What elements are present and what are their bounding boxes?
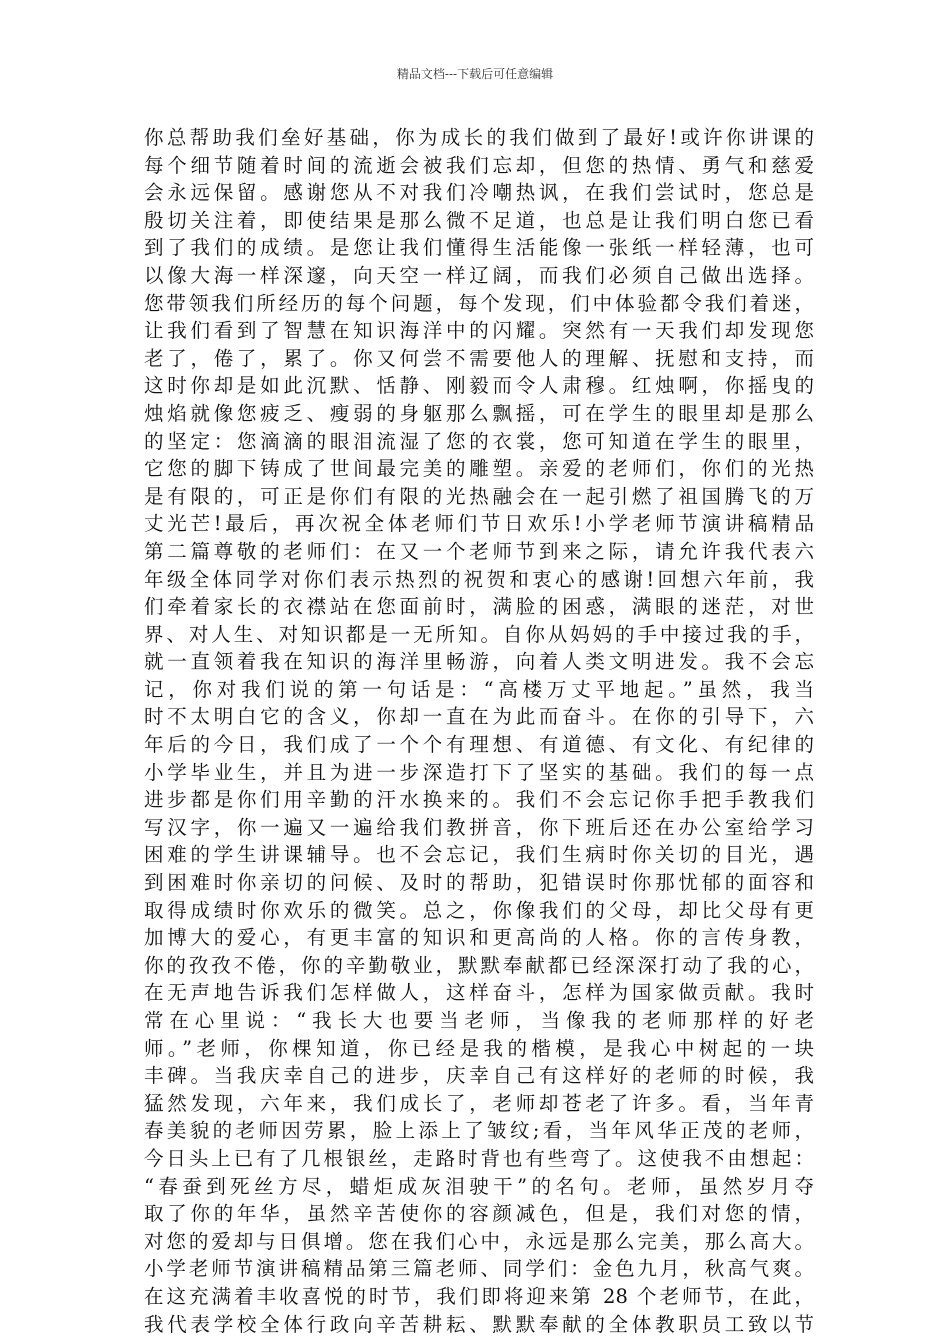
text-line: 取了你的年华，虽然辛苦使你的容颜减色，但是，我们对您的情， xyxy=(144,1202,814,1226)
text-line: 每个细节随着时间的流逝会被我们忘却，但您的热情、勇气和慈爱 xyxy=(144,153,814,177)
text-line: 春美貌的老师因劳累，脸上添上了皱纹;看，当年风华正茂的老师， xyxy=(144,1119,814,1143)
text-line: 年后的今日，我们成了一个个有理想、有道德、有文化、有纪律的 xyxy=(144,733,814,757)
text-line: 到困难时你亲切的问候、及时的帮助，犯错误时你那忧郁的面容和 xyxy=(144,871,814,895)
text-line: 它您的脚下铸成了世间最完美的雕塑。亲爱的老师们，你们的光热 xyxy=(144,457,814,481)
text-line: 丈光芒!最后，再次祝全体老师们节日欢乐!小学老师节演讲稿精品 xyxy=(144,512,814,536)
text-line: 以像大海一样深邃，向天空一样辽阔，而我们必须自己做出选择。 xyxy=(144,263,814,287)
text-line: 第二篇尊敬的老师们：在又一个老师节到来之际，请允许我代表六 xyxy=(144,539,814,563)
text-line: 的坚定：您滴滴的眼泪流湿了您的衣裳，您可知道在学生的眼里， xyxy=(144,429,814,453)
text-line: 老了，倦了，累了。你又何尝不需要他人的理解、抚慰和支持，而 xyxy=(144,346,814,370)
text-line: 丰碑。当我庆幸自己的进步，庆幸自己有这样好的老师的时候，我 xyxy=(144,1064,814,1088)
text-line: 殷切关注着，即使结果是那么微不足道，也总是让我们明白您已看 xyxy=(144,208,814,232)
text-line: 进步都是你们用辛勤的汗水换来的。我们不会忘记你手把手教我们 xyxy=(144,788,814,812)
text-line: 会永远保留。感谢您从不对我们冷嘲热讽，在我们尝试时，您总是 xyxy=(144,181,814,205)
text-line: 我代表学校全体行政向辛苦耕耘、默默奉献的全体教职员工致以节 xyxy=(144,1312,814,1336)
text-line: 让我们看到了智慧在知识海洋中的闪耀。突然有一天我们却发现您 xyxy=(144,319,814,343)
text-line: 今日头上已有了几根银丝，走路时背也有些弯了。这使我不由想起： xyxy=(144,1146,814,1170)
text-line: 是有限的，可正是你们有限的光热融会在一起引燃了祖国腾飞的万 xyxy=(144,484,814,508)
text-line: 写汉字，你一遍又一遍给我们教拼音，你下班后还在办公室给学习 xyxy=(144,815,814,839)
text-line: 在这充满着丰收喜悦的时节，我们即将迎来第 28 个老师节，在此， xyxy=(144,1284,814,1308)
text-line: 就一直领着我在知识的海洋里畅游，向着人类文明进发。我不会忘 xyxy=(144,650,814,674)
text-line: 猛然发现，六年来，我们成长了，老师却苍老了许多。看，当年青 xyxy=(144,1091,814,1115)
text-line: 困难的学生讲课辅导。也不会忘记，我们生病时你关切的目光，遇 xyxy=(144,843,814,867)
text-line: 取得成绩时你欢乐的微笑。总之，你像我们的父母，却比父母有更 xyxy=(144,898,814,922)
text-line: 加博大的爱心，有更丰富的知识和更高尚的人格。你的言传身教， xyxy=(144,926,814,950)
text-line: 记，你对我们说的第一句话是：“高楼万丈平地起。”虽然，我当 xyxy=(144,677,814,701)
body-text xyxy=(144,124,814,1338)
text-line: 您带领我们所经历的每个问题，每个发现，们中体验都令我们着迷， xyxy=(144,291,814,315)
text-line: 年级全体同学对你们表示热烈的祝贺和衷心的感谢!回想六年前，我 xyxy=(144,567,814,591)
page-header: 精品文档---下载后可任意编辑 xyxy=(396,67,554,81)
text-line: 烛焰就像您疲乏、瘦弱的身躯那么飘摇，可在学生的眼里却是那么 xyxy=(144,401,814,425)
text-line: 师。”老师，你棵知道，你已经是我的楷模，是我心中树起的一块 xyxy=(144,1036,814,1060)
text-line: 们牵着家长的衣襟站在您面前时，满脸的困惑，满眼的迷茫，对世 xyxy=(144,595,814,619)
text-line: “春蚕到死丝方尽，蜡炬成灰泪驶干”的名句。老师，虽然岁月夺 xyxy=(144,1174,814,1198)
text-line: 到了我们的成绩。是您让我们懂得生活能像一张纸一样轻薄，也可 xyxy=(144,236,814,260)
text-line: 对您的爱却与日俱增。您在我们心中，永远是那么完美，那么高大。 xyxy=(144,1229,814,1253)
text-line: 小学老师节演讲稿精品第三篇老师、同学们：金色九月，秋高气爽。 xyxy=(144,1257,814,1281)
text-line: 你的孜孜不倦，你的辛勤敬业，默默奉献都已经深深打动了我的心， xyxy=(144,953,814,977)
text-line: 界、对人生、对知识都是一无所知。自你从妈妈的手中接过我的手， xyxy=(144,622,814,646)
text-line: 时不太明白它的含义，你却一直在为此而奋斗。在你的引导下，六 xyxy=(144,705,814,729)
text-line: 小学毕业生，并且为进一步深造打下了坚实的基础。我们的每一点 xyxy=(144,760,814,784)
text-line: 常在心里说：“我长大也要当老师，当像我的老师那样的好老 xyxy=(144,1009,814,1032)
text-line: 在无声地告诉我们怎样做人，这样奋斗，怎样为国家做贡献。我时 xyxy=(144,981,814,1005)
text-line: 这时你却是如此沉默、恬静、刚毅而令人肃穆。红烛啊，你摇曳的 xyxy=(144,374,814,398)
text-line: 你总帮助我们垒好基础，你为成长的我们做到了最好!或许你讲课的 xyxy=(144,126,814,149)
